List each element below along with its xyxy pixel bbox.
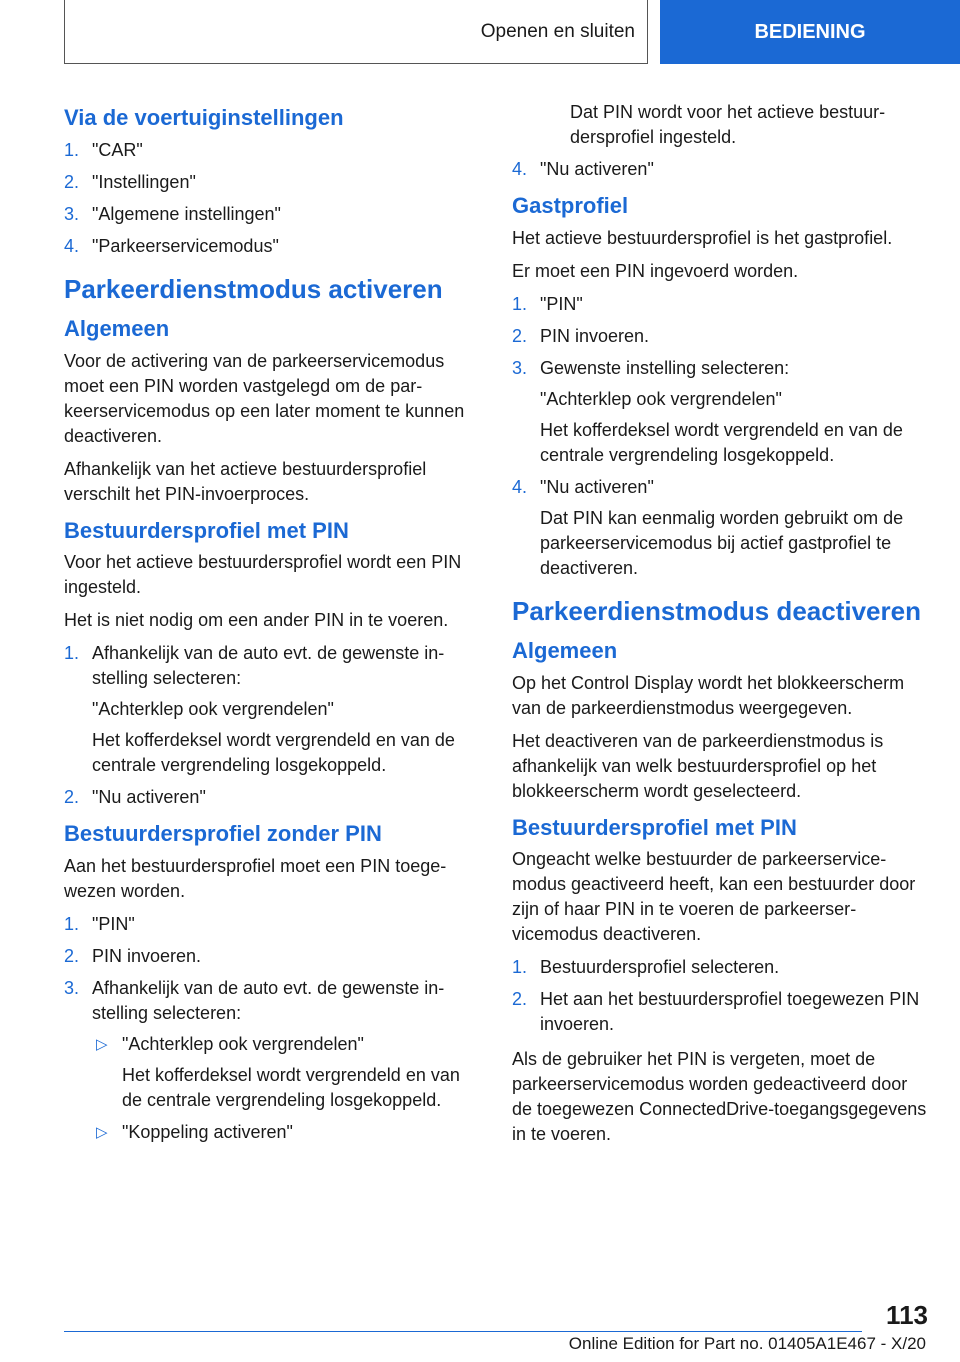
via-steps-list [64,138,480,259]
paragraph: Afhankelijk van het actieve bestuurdersprofiel verschilt het PIN-invoerproces. [64,458,427,504]
guest-steps-list [512,292,928,581]
list-item [64,170,480,195]
list-item [512,475,928,581]
paragraph: Er moet een PIN ingevoerd worden. [512,260,799,281]
list-item [64,912,480,937]
header-section-title [64,0,648,64]
step-number: 1. [64,643,80,663]
step-number: 4. [512,159,528,179]
list-item [92,1120,480,1145]
step-text: "Nu activeren" [92,787,206,807]
heading-activate: Parkeerdienstmodus activeren [64,273,443,304]
step-text: "Instellingen" [92,171,196,192]
triangle-bullet-icon: ▷ [96,1123,108,1141]
step-text: PIN invoeren. [92,945,202,966]
list-item [64,202,480,227]
step-text: "Nu activeren" [540,159,654,179]
step-text: "Algemene instellingen" [92,203,281,224]
option-description: Dat PIN kan eenmalig worden gebruikt om de parkeerservicemodus bij actief gastprofiel te deactiveren. [540,507,904,578]
heading-guest-profile: Gastprofiel [512,193,629,218]
list-item [512,157,928,182]
step-text: "Parkeerservicemodus" [92,235,279,256]
option-text: "Achterklep ook vergrendelen" [92,699,334,719]
left-column [64,98,480,1155]
list-item [512,987,928,1037]
step-number: 4. [64,235,80,256]
step-number: 4. [512,476,528,497]
option-description: Het kofferdeksel wordt vergrendeld en van de centrale vergrendeling losgekoppeld. [122,1064,460,1110]
header-chapter-tab[interactable] [660,0,960,64]
step-text: "CAR" [92,139,143,160]
option-text: "Achterklep ook vergrendelen" [122,1033,364,1054]
without-pin-steps-list [64,912,480,1145]
paragraph: Op het Control Display wordt het blokkeerscherm van de parkeerdienstmodus weergegeven. [512,672,905,718]
list-item [64,641,480,778]
triangle-bullet-icon: ▷ [96,1035,108,1053]
step-text: Afhankelijk van de auto evt. de gewenste instelling selecteren: [92,643,445,688]
step-number: 1. [64,913,80,934]
footer-divider [64,1331,862,1332]
continued-description: Dat PIN wordt voor het actieve bestuurdersprofiel ingesteld. [570,102,886,147]
step-text: Bestuurdersprofiel selecteren. [540,957,780,977]
header-chapter-label: BEDIENING [754,20,866,43]
step-number: 2. [64,945,80,966]
heading-general: Algemeen [512,638,618,663]
paragraph: Als de gebruiker het PIN is vergeten, moet de parkeerservicemodus worden gedeactiveerd door de toegewezen ConnectedDrive-toegangsgegevens in te voeren. [512,1049,927,1144]
heading-via-vehicle-settings: Via de voertuiginstellingen [64,105,344,130]
page-number: 113 [886,1300,928,1330]
paragraph: Het deactiveren van de parkeerdienstmodus is afhankelijk van welk bestuurdersprofiel op het blokkeerscherm wordt geselecteerd. [512,730,884,801]
step-number: 3. [64,977,80,998]
step-number: 3. [64,203,80,224]
header-section-label: Openen en sluiten [480,20,635,42]
step-text: Gewenste instelling selecteren: [540,357,790,378]
option-text: "Achterklep ook vergrendelen" [540,388,782,409]
paragraph: Voor de activering van de parkeerservicemodus moet een PIN worden vastgelegd om de parkeerservicemodus op een later moment te kunnen deactiveren. [64,350,465,446]
option-description: Het kofferdeksel wordt vergrendeld en van de centrale vergrendeling losgekoppeld. [92,730,455,775]
triangle-list [92,1032,480,1145]
heading-deactivate: Parkeerdienstmodus deactiveren [512,595,921,626]
heading-general: Algemeen [64,316,170,341]
list-item [512,324,928,349]
step-text: Afhankelijk van de auto evt. de gewenste instelling selecteren: [92,977,445,1023]
paragraph: Aan het bestuurdersprofiel moet een PIN toegewezen worden. [64,855,447,901]
deactivate-steps-list [512,955,928,1037]
paragraph: Voor het actieve bestuurdersprofiel wordt een PIN ingesteld. [64,552,462,597]
list-item [64,138,480,163]
option-description: Het kofferdeksel wordt vergrendeld en van de centrale vergrendeling losgekoppeld. [540,419,903,465]
paragraph: Ongeacht welke bestuurder de parkeerservicemodus geactiveerd heeft, kan een bestuurder door zijn of haar PIN in te voeren de parkeerservicemodus deactiveren. [512,849,916,944]
list-item [64,234,480,259]
step-text: PIN invoeren. [540,325,650,346]
list-item [64,785,480,810]
step-text: "Nu activeren" [540,476,654,497]
paragraph: Het actieve bestuurdersprofiel is het gastprofiel. [512,227,893,248]
step-text: "PIN" [92,913,135,934]
right-column [512,100,928,1155]
with-pin-steps-list [64,641,480,810]
step-number: 1. [512,293,528,314]
paragraph: Het is niet nodig om een ander PIN in te voeren. [64,610,449,630]
list-item [512,955,928,980]
option-text: "Koppeling activeren" [122,1121,293,1142]
step-number: 2. [512,989,528,1009]
step-text: "PIN" [540,293,583,314]
list-item [64,944,480,969]
continued-steps-list [512,157,928,182]
step-number: 1. [512,957,528,977]
list-item [512,356,928,468]
list-item [512,292,928,317]
heading-profile-with-pin: Bestuurdersprofiel met PIN [64,517,349,543]
step-number: 2. [64,787,80,807]
heading-profile-with-pin: Bestuurdersprofiel met PIN [512,814,797,840]
step-number: 2. [512,325,528,346]
list-item [92,1032,480,1113]
heading-profile-without-pin: Bestuurdersprofiel zonder PIN [64,821,382,846]
step-number: 2. [64,171,80,192]
step-text: Het aan het bestuurdersprofiel toegewezen PIN invoeren. [540,989,920,1034]
step-number: 1. [64,139,80,160]
list-item [64,976,480,1145]
step-number: 3. [512,357,528,378]
footer-edition: Online Edition for Part no. 01405A1E467 - X/20 [568,1334,926,1353]
